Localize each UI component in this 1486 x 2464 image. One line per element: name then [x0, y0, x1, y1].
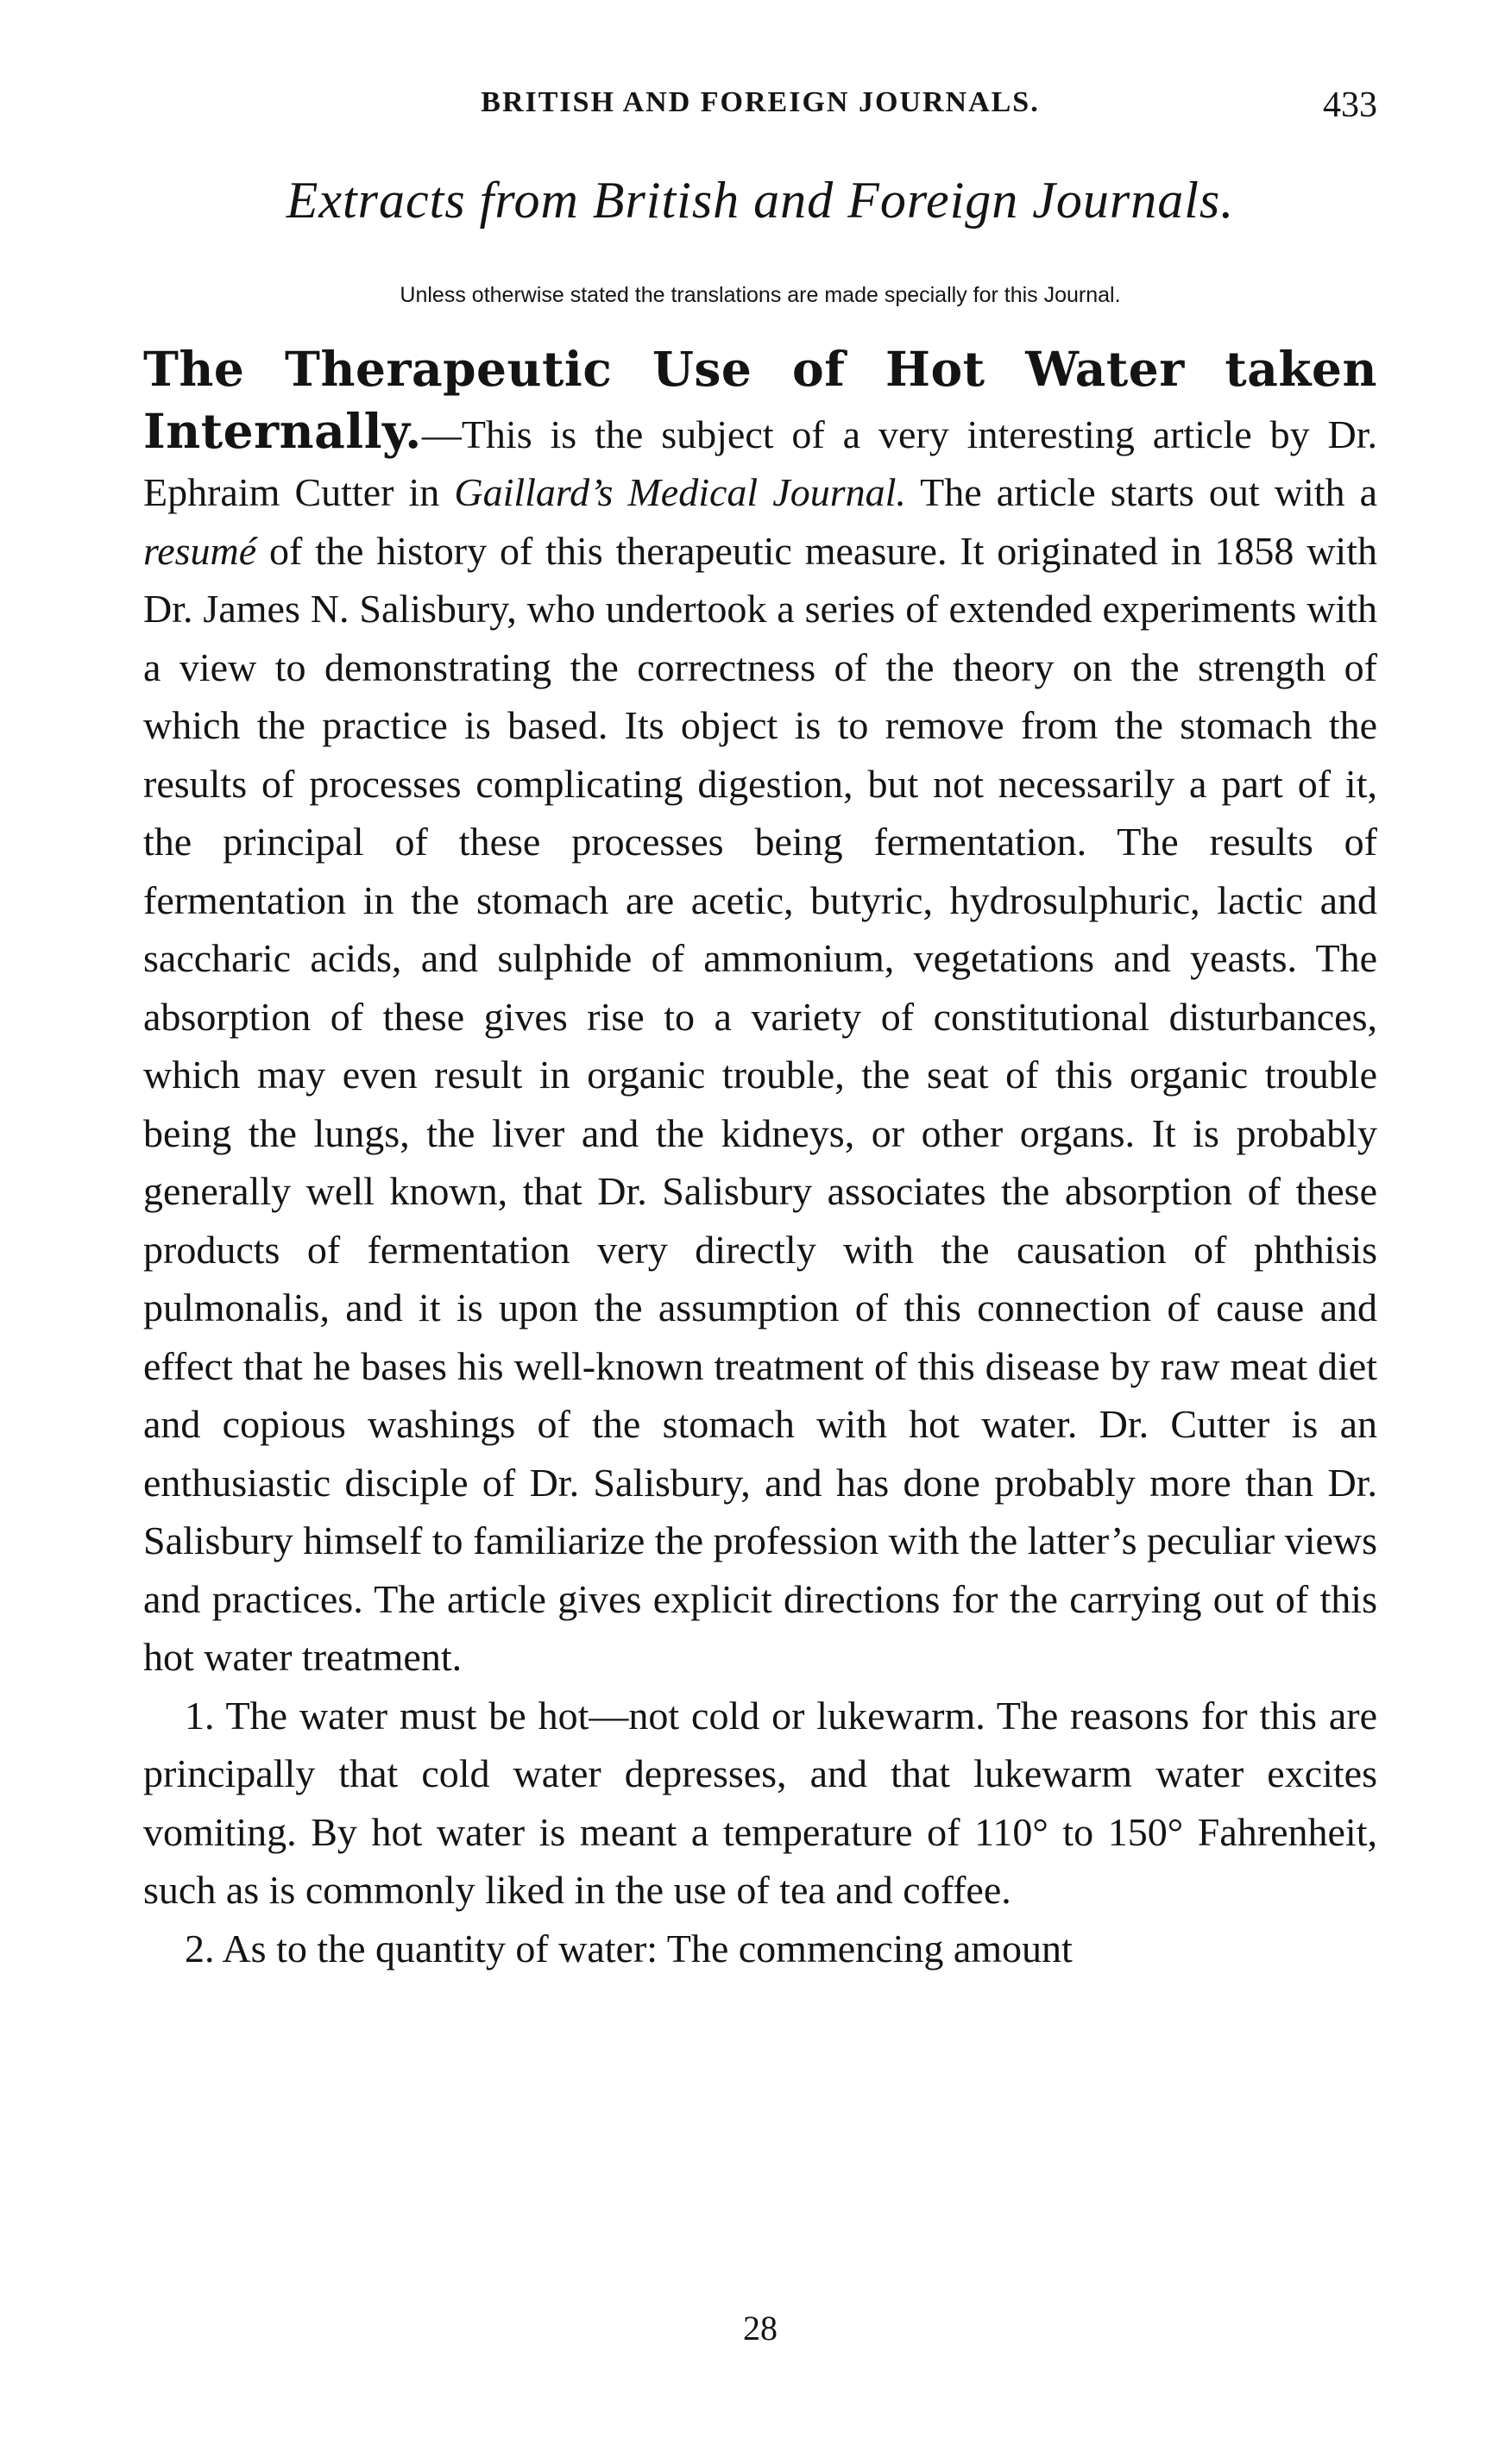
- journal-name: Gaillard’s Medical Journal.: [454, 470, 906, 514]
- point-2-paragraph: 2. As to the quantity of water: The commencing amount: [185, 1926, 1073, 1971]
- article-intro-paragraph: [143, 340, 1377, 1687]
- running-head: [143, 86, 1377, 138]
- article-heading: The Therapeutic Use of Hot Water taken Internally.: [143, 341, 1377, 459]
- article-intro-rest: of the history of this therapeutic measure. It originated in 1858 with Dr. James N. Salisbury, who undertook a series of extended experiments with a view to demonstrating the correctness of the theory on the strength of which the practice is based. Its object is to remove from the stomach the results of processes complicating digestion, but not necessarily a part of it, the principal of these processes being fermentation. The results of fermentation in the stomach are acetic, butyric, hydrosulphuric, lactic and saccharic acids, and sulphide of ammonium, vegetations and yeasts. The absorption of these gives rise to a variety of constitutional disturbances, which may even result in organic trouble, the seat of this organic trouble being the lungs, the liver and the kidneys, or other organs. It is probably generally well known, that Dr. Salisbury associates the absorption of these products of fermentation very directly with the causation of phthisis pulmonalis, and it is upon the assumption of this connection of cause and effect that he bases his well-known treatment of this disease by raw meat diet and copious washings of the stomach with hot water. Dr. Cutter is an enthusiastic disciple of Dr. Salisbury, and has done probably more than Dr. Salisbury himself to familiarize the profession with the latter’s peculiar views and practices. The article gives explicit directions for the carrying out of this hot water treatment.: [143, 528, 1377, 1679]
- running-title: BRITISH AND FOREIGN JOURNALS.: [481, 86, 1040, 118]
- page-number: 433: [1323, 85, 1377, 125]
- signature-mark: 28: [743, 2309, 778, 2348]
- section-title: Extracts from British and Foreign Journals.: [286, 172, 1235, 229]
- article-intro-mid: The article starts out with a: [905, 470, 1378, 514]
- translation-note: Unless otherwise stated the translations are made specially for this Journal.: [400, 283, 1121, 307]
- point-1-paragraph: 1. The water must be hot—not cold or lukewarm. The reasons for this are principally that cold water depresses, and that lukewarm water excites vomiting. By hot water is meant a temperature of 110° to 150° Fahrenheit, such as is commonly liked in the use of tea and coffee.: [143, 1693, 1377, 1912]
- article-body: [143, 340, 1377, 1977]
- resume-word: resumé: [143, 528, 257, 573]
- article-intro-start: —This is the subject of a very interesting article by Dr. Ephraim Cutter in: [143, 412, 1377, 514]
